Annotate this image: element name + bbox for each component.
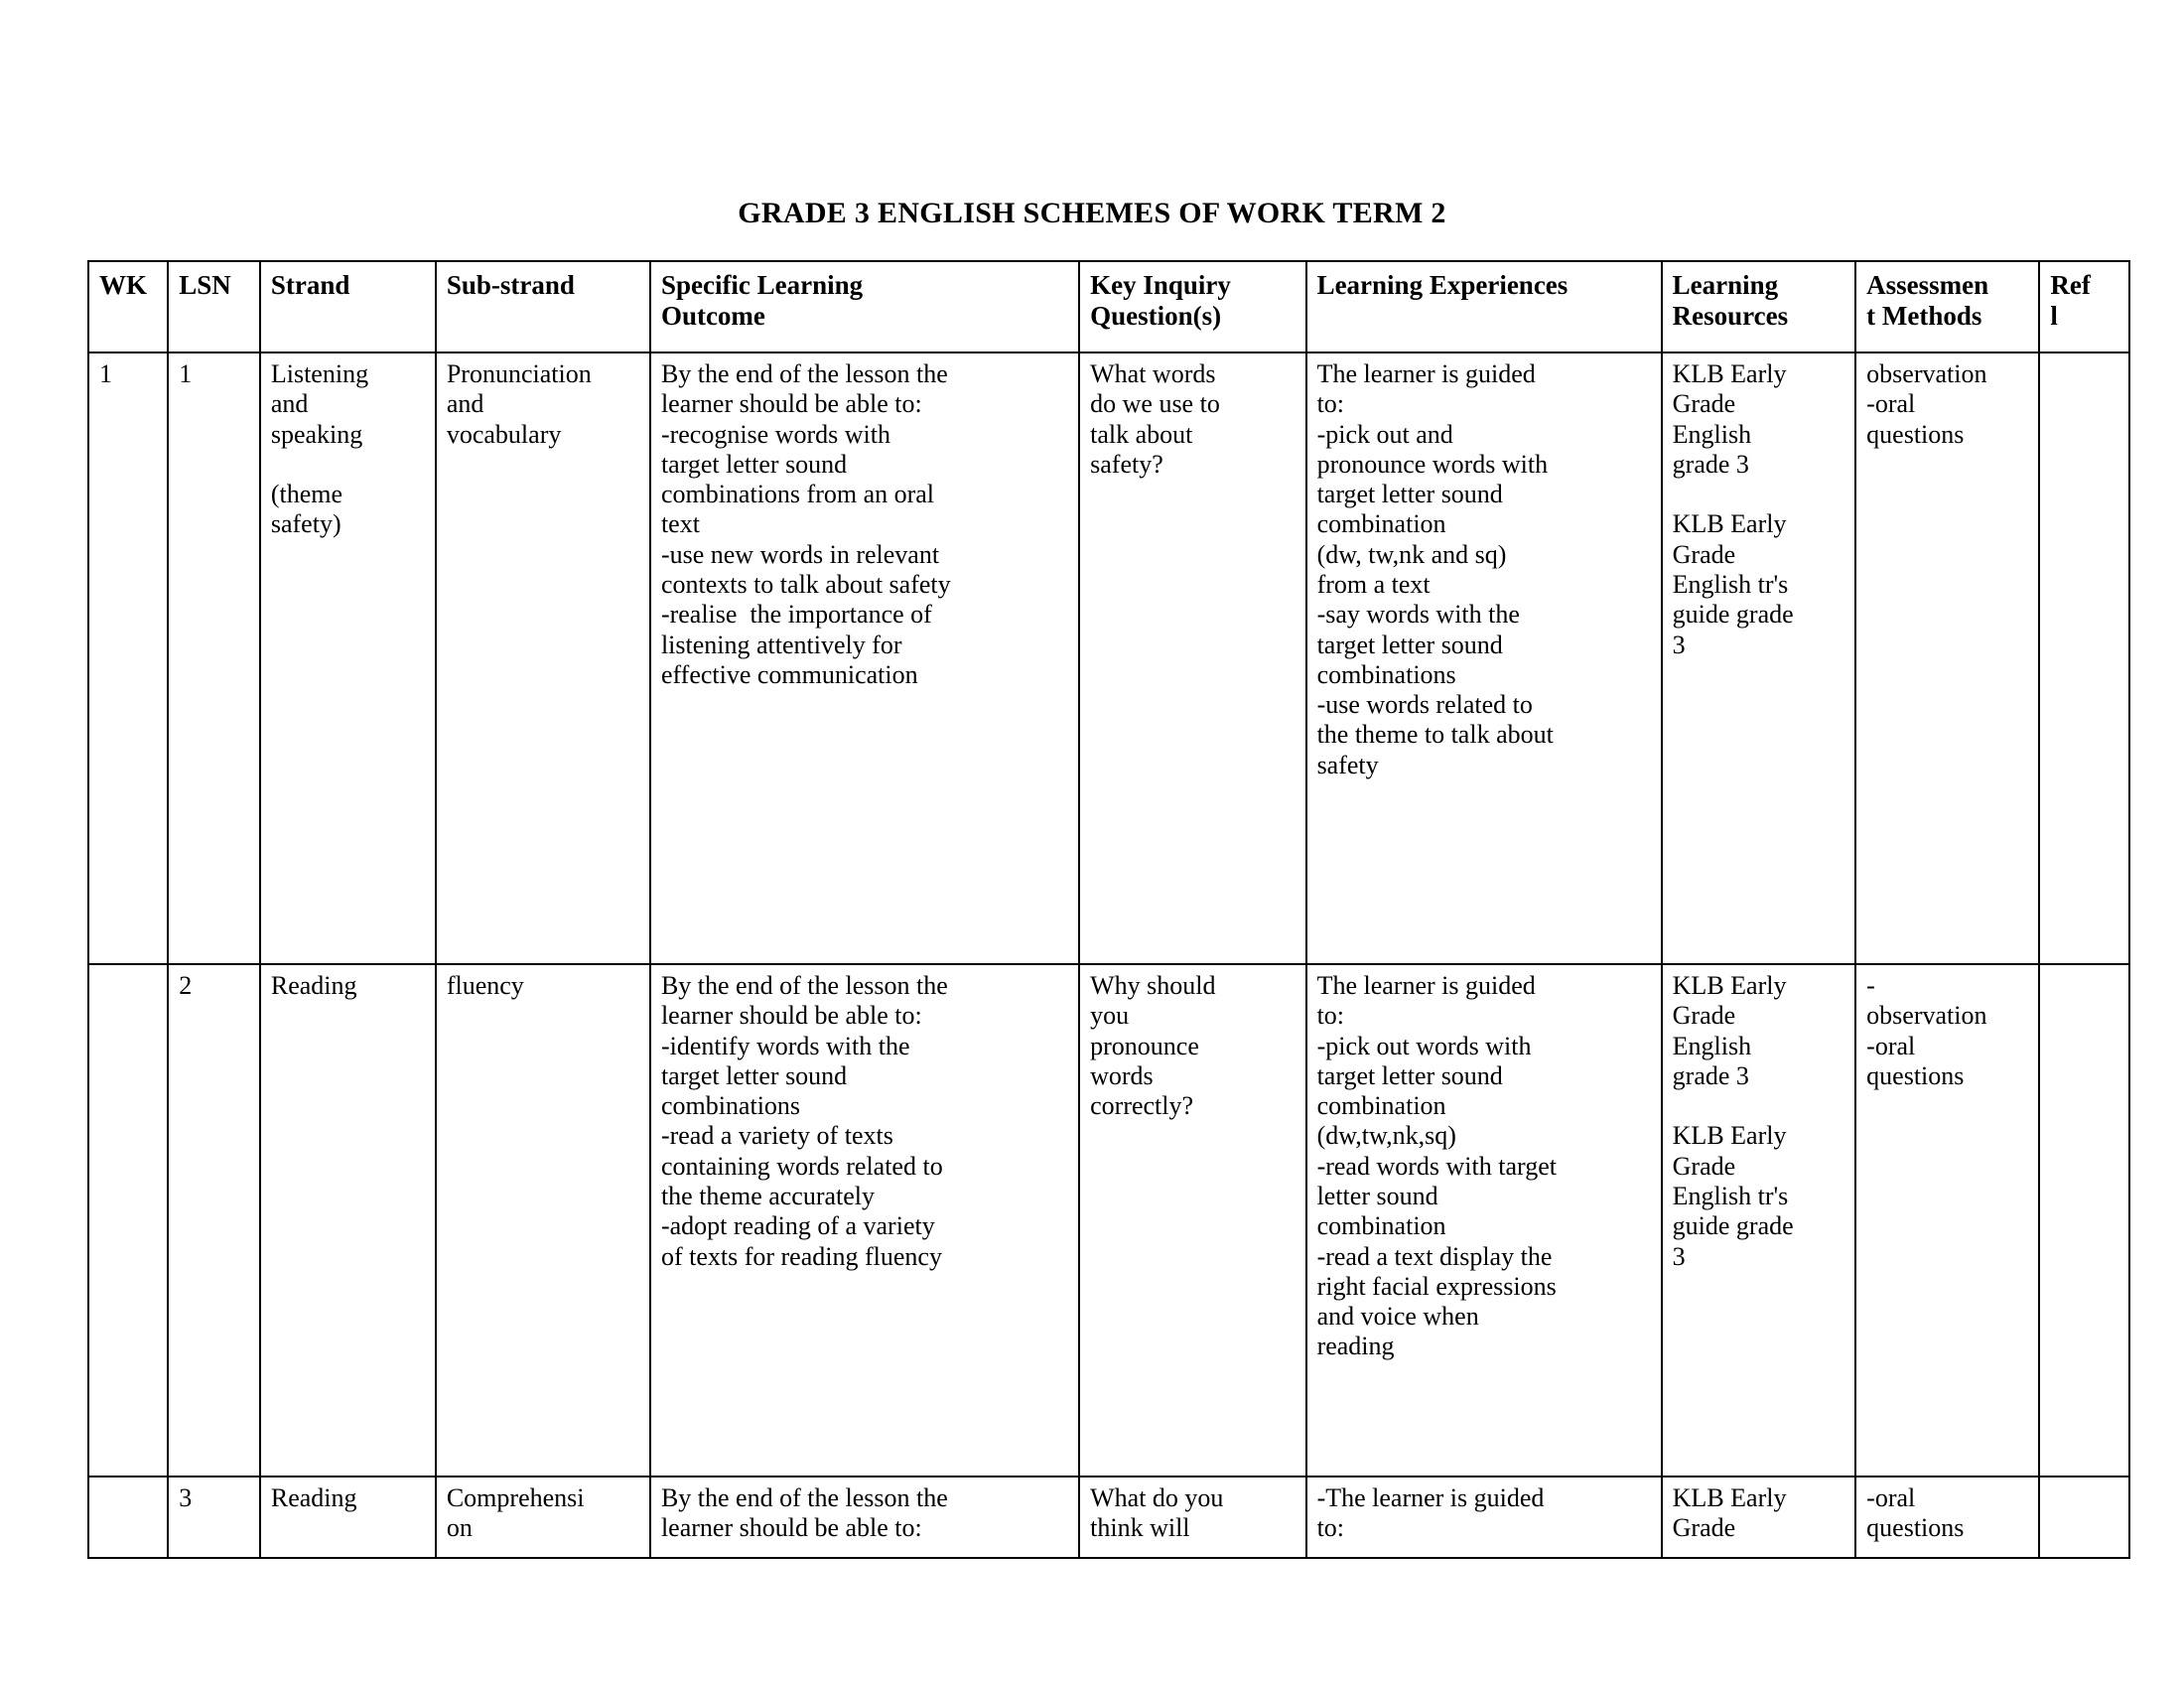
cell-text-line: safety — [1316, 750, 1379, 779]
cell-learning-experiences-lines — [1317, 1483, 1653, 1544]
cell-text-line: questions — [1866, 1060, 1965, 1090]
cell-text-line: target letter sound — [660, 449, 848, 479]
column-header-learning-resources — [1662, 261, 1856, 352]
cell-substrand-lines — [447, 1483, 641, 1544]
cell-lsn: 1 — [168, 352, 260, 964]
cell-specific-learning-outcome-lines — [661, 971, 1070, 1272]
cell-learning-experiences — [1306, 964, 1662, 1477]
cell-text-line: By the end of the lesson the — [660, 359, 948, 388]
cell-text-line: Grade — [1672, 1001, 1736, 1031]
cell-specific-learning-outcome-lines — [661, 1483, 1070, 1544]
cell-substrand — [436, 964, 650, 1477]
header-text-line: Sub-strand — [446, 270, 575, 300]
cell-text-line: letter sound — [1316, 1181, 1438, 1210]
cell-text-line: 3 — [1672, 630, 1686, 659]
cell-key-inquiry-question — [1079, 1477, 1305, 1558]
cell-text-line: contexts to talk about safety — [660, 569, 951, 599]
cell-text-line: What do you — [1090, 1483, 1224, 1512]
cell-learning-resources-lines — [1673, 359, 1847, 660]
header-text-line: Resources — [1672, 301, 1789, 332]
cell-text-line: to: — [1316, 1513, 1345, 1543]
cell-text-line: Grade — [1672, 539, 1736, 569]
cell-text-line: -oral — [1866, 1483, 1916, 1512]
cell-text-line: grade 3 — [1672, 449, 1749, 479]
cell-text-line: -pick out and — [1316, 419, 1453, 449]
cell-text-line — [1673, 480, 1847, 509]
cell-text-line: fluency — [446, 971, 524, 1000]
cell-text-line: target letter sound — [1316, 480, 1503, 509]
cell-text-line: guide grade — [1672, 600, 1794, 630]
header-text-line: Strand — [270, 270, 350, 300]
cell-learning-resources-lines — [1673, 971, 1847, 1272]
header-lines-ref — [2050, 270, 2120, 333]
cell-text-line: listening attentively for — [660, 630, 902, 659]
header-text-line: Assessmen — [1866, 270, 1989, 300]
cell-text-line — [271, 450, 427, 480]
cell-text-line: -use words related to — [1316, 690, 1533, 720]
cell-assessment-methods — [1855, 1477, 2039, 1558]
cell-learning-resources — [1662, 1477, 1856, 1558]
cell-text-line: The learner is guided — [1316, 359, 1536, 388]
cell-text-line: the theme accurately — [660, 1181, 876, 1210]
page-title: GRADE 3 ENGLISH SCHEMES OF WORK TERM 2 — [738, 197, 1446, 229]
cell-text-line: text — [660, 509, 700, 539]
cell-strand-lines — [271, 971, 427, 1001]
cell-substrand-lines — [447, 359, 641, 450]
cell-text-line: (dw,tw,nk,sq) — [1316, 1121, 1456, 1151]
column-header-wk — [88, 261, 168, 352]
cell-text-line: -read a text display the — [1316, 1241, 1553, 1271]
cell-text-line: Listening — [270, 359, 369, 388]
header-lines-asm — [1866, 270, 2030, 333]
cell-text-line: -adopt reading of a variety — [660, 1211, 935, 1241]
cell-learning-resources — [1662, 964, 1856, 1477]
cell-learning-experiences — [1306, 1477, 1662, 1558]
cell-text-line: guide grade — [1672, 1211, 1794, 1241]
cell-learning-resources-lines — [1673, 1483, 1847, 1544]
cell-text-line: learner should be able to: — [660, 389, 922, 419]
cell-text-line: pronounce — [1090, 1031, 1199, 1060]
cell-text-line: (dw, tw,nk and sq) — [1316, 539, 1507, 569]
table-body — [88, 352, 2129, 1558]
cell-text-line: target letter sound — [660, 1060, 848, 1090]
cell-text-line: Grade — [1672, 1513, 1736, 1543]
cell-substrand — [436, 1477, 650, 1558]
table-row — [88, 964, 2129, 1477]
cell-text-line: combinations — [1316, 659, 1456, 689]
cell-wk: 1 — [88, 352, 168, 964]
cell-text-line: English — [1672, 1031, 1752, 1060]
cell-text-line: -identify words with the — [660, 1031, 910, 1060]
cell-wk — [88, 964, 168, 1477]
header-text-line: Question(s) — [1090, 301, 1222, 332]
cell-text-line: Grade — [1672, 1151, 1736, 1181]
cell-key-inquiry-question-lines — [1090, 1483, 1297, 1544]
cell-text-line: combinations from an oral — [660, 480, 935, 509]
column-header-specific-learning-outcome — [650, 261, 1079, 352]
cell-specific-learning-outcome — [650, 964, 1079, 1477]
cell-key-inquiry-question — [1079, 352, 1305, 964]
cell-text-line: effective communication — [660, 659, 918, 689]
cell-refl — [2039, 352, 2129, 964]
header-lines-substrand — [447, 270, 641, 301]
cell-text-line: -oral — [1866, 389, 1916, 419]
cell-text-line: questions — [1866, 419, 1965, 449]
cell-text-line: you — [1090, 1001, 1130, 1031]
header-text-line: Outcome — [660, 301, 765, 332]
cell-substrand-lines — [447, 971, 641, 1001]
cell-wk — [88, 1477, 168, 1558]
cell-text-line: - — [1866, 971, 1875, 1000]
header-lines-strand — [271, 270, 427, 301]
cell-text-line: combination — [1316, 509, 1446, 539]
cell-text-line: on — [446, 1513, 473, 1543]
cell-key-inquiry-question-lines — [1090, 971, 1297, 1121]
cell-text-line: Reading — [270, 1483, 357, 1512]
header-text-line: Learning Experiences — [1316, 270, 1569, 300]
column-header-lsn — [168, 261, 260, 352]
cell-text-line: -say words with the — [1316, 600, 1520, 630]
header-lines-kiq — [1090, 270, 1297, 333]
cell-text-line: do we use to — [1090, 389, 1220, 419]
cell-text-line: -read words with target — [1316, 1151, 1557, 1181]
cell-text-line: Why should — [1090, 971, 1216, 1000]
column-header-learning-experiences — [1306, 261, 1662, 352]
header-lines-slo — [661, 270, 1070, 333]
cell-text-line: think will — [1090, 1513, 1190, 1543]
cell-text-line: KLB Early — [1672, 1121, 1787, 1151]
cell-text-line: words — [1090, 1060, 1154, 1090]
cell-text-line: combination — [1316, 1091, 1446, 1121]
cell-text-line: KLB Early — [1672, 359, 1787, 388]
header-text-line: Key Inquiry — [1090, 270, 1231, 300]
cell-text-line: KLB Early — [1672, 1483, 1787, 1512]
header-lines-lsn — [179, 270, 251, 301]
cell-specific-learning-outcome-lines — [661, 359, 1070, 690]
cell-learning-experiences — [1306, 352, 1662, 964]
cell-text-line: learner should be able to: — [660, 1001, 922, 1031]
cell-text-line: (theme — [270, 480, 343, 509]
cell-text-line: grade 3 — [1672, 1060, 1749, 1090]
cell-lsn: 3 — [168, 1477, 260, 1558]
header-text-line: Ref — [2050, 270, 2091, 300]
cell-learning-resources — [1662, 352, 1856, 964]
cell-text-line: vocabulary — [446, 419, 562, 449]
cell-text-line: of texts for reading fluency — [660, 1241, 942, 1271]
cell-text-line: questions — [1866, 1513, 1965, 1543]
cell-text-line: talk about — [1090, 419, 1193, 449]
cell-specific-learning-outcome — [650, 1477, 1079, 1558]
cell-text-line: KLB Early — [1672, 971, 1787, 1000]
cell-text-line: and — [270, 389, 309, 419]
cell-assessment-methods — [1855, 352, 2039, 964]
cell-learning-experiences-lines — [1317, 359, 1653, 780]
cell-text-line: containing words related to — [660, 1151, 943, 1181]
header-lines-lres — [1673, 270, 1847, 333]
cell-text-line: By the end of the lesson the — [660, 1483, 948, 1512]
cell-assessment-methods-lines — [1866, 971, 2030, 1091]
cell-strand-lines — [271, 1483, 427, 1513]
column-header-key-inquiry-question — [1079, 261, 1305, 352]
cell-substrand — [436, 352, 650, 964]
cell-assessment-methods-lines — [1866, 359, 2030, 450]
cell-key-inquiry-question-lines — [1090, 359, 1297, 480]
cell-text-line: safety) — [270, 509, 341, 539]
cell-assessment-methods — [1855, 964, 2039, 1477]
table-row — [88, 1477, 2129, 1558]
cell-key-inquiry-question — [1079, 964, 1305, 1477]
cell-text-line: English tr's — [1672, 569, 1789, 599]
cell-text-line: -realise the importance of — [660, 600, 932, 630]
cell-text-line: Reading — [270, 971, 357, 1000]
cell-text-line: to: — [1316, 1001, 1345, 1031]
cell-text-line: -The learner is guided — [1316, 1483, 1545, 1512]
cell-text-line: target letter sound — [1316, 630, 1503, 659]
cell-text-line: Pronunciation — [446, 359, 592, 388]
cell-text-line: learner should be able to: — [660, 1513, 922, 1543]
cell-text-line: and voice when — [1316, 1302, 1479, 1332]
header-lines-lex — [1317, 270, 1653, 301]
header-text-line: l — [2050, 301, 2058, 332]
table-row — [88, 352, 2129, 964]
cell-text-line: The learner is guided — [1316, 971, 1536, 1000]
cell-text-line: to: — [1316, 389, 1345, 419]
cell-text-line: What words — [1090, 359, 1216, 388]
cell-text-line: English — [1672, 419, 1752, 449]
cell-lsn: 2 — [168, 964, 260, 1477]
cell-text-line: Grade — [1672, 389, 1736, 419]
cell-strand — [260, 1477, 436, 1558]
cell-assessment-methods-lines — [1866, 1483, 2030, 1544]
cell-text-line: KLB Early — [1672, 509, 1787, 539]
header-text-line: WK — [99, 270, 148, 300]
cell-refl — [2039, 964, 2129, 1477]
cell-text-line: By the end of the lesson the — [660, 971, 948, 1000]
cell-learning-experiences-lines — [1317, 971, 1653, 1362]
cell-text-line: -use new words in relevant — [660, 539, 940, 569]
cell-text-line: Comprehensi — [446, 1483, 585, 1512]
cell-text-line: -pick out words with — [1316, 1031, 1532, 1060]
cell-strand — [260, 964, 436, 1477]
cell-text-line: from a text — [1316, 569, 1431, 599]
cell-text-line: reading — [1316, 1332, 1395, 1361]
cell-specific-learning-outcome — [650, 352, 1079, 964]
column-header-assessment-methods — [1855, 261, 2039, 352]
cell-text-line: and — [446, 389, 484, 419]
column-header-refl — [2039, 261, 2129, 352]
cell-text-line: combinations — [660, 1091, 801, 1121]
cell-text-line: observation — [1866, 1001, 1987, 1031]
header-lines-wk — [99, 270, 159, 301]
header-text-line: Learning — [1672, 270, 1779, 300]
cell-text-line: combination — [1316, 1211, 1446, 1241]
cell-text-line: right facial expressions — [1316, 1271, 1557, 1301]
cell-text-line: target letter sound — [1316, 1060, 1503, 1090]
cell-text-line: -recognise words with — [660, 419, 890, 449]
cell-text-line: -read a variety of texts — [660, 1121, 893, 1151]
header-text-line: LSN — [179, 270, 231, 300]
cell-text-line: correctly? — [1090, 1091, 1194, 1121]
cell-text-line: safety? — [1090, 449, 1163, 479]
cell-text-line: pronounce words with — [1316, 449, 1549, 479]
cell-text-line: -oral — [1866, 1031, 1916, 1060]
header-text-line: Specific Learning — [660, 270, 864, 300]
schemes-of-work-table — [87, 260, 2130, 1559]
cell-text-line: the theme to talk about — [1316, 720, 1554, 750]
column-header-substrand — [436, 261, 650, 352]
cell-text-line: English tr's — [1672, 1181, 1789, 1210]
cell-text-line: speaking — [270, 419, 363, 449]
header-text-line: t Methods — [1866, 301, 1982, 332]
table-header-row — [88, 261, 2129, 352]
cell-refl — [2039, 1477, 2129, 1558]
cell-text-line: 3 — [1672, 1241, 1686, 1271]
cell-strand-lines — [271, 359, 427, 540]
cell-text-line: observation — [1866, 359, 1987, 388]
cell-strand — [260, 352, 436, 964]
cell-text-line — [1673, 1091, 1847, 1121]
column-header-strand — [260, 261, 436, 352]
